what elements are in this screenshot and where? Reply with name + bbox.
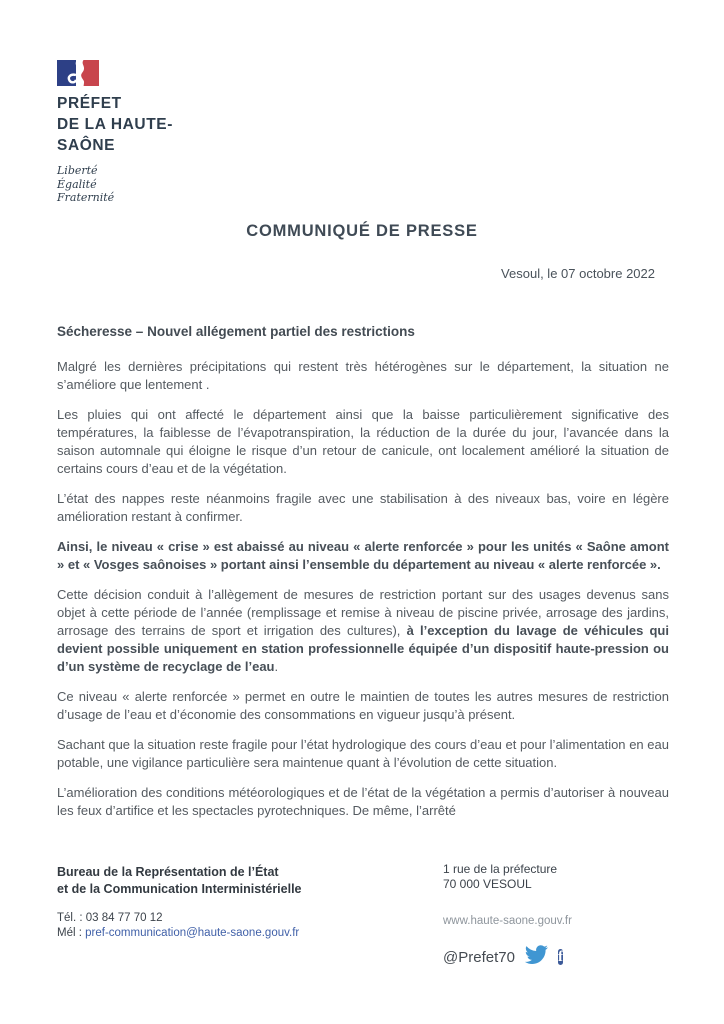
footer-address-block [443, 862, 669, 970]
dateline: Vesoul, le 07 octobre 2022 [501, 266, 655, 281]
gov-logo-block [57, 60, 173, 205]
subject-heading: Sécheresse – Nouvel allégement partiel des restrictions [57, 324, 415, 339]
prefecture-name-line: PRÉFET [57, 95, 122, 112]
paragraph-4-key-decision: Ainsi, le niveau « crise » est abaissé au niveau « alerte renforcée » pour les unités « Saône amont » et « Vosges saônoises » portant ainsi l’ensemble du département au niveau « alerte renforcée ». [57, 539, 669, 572]
motto-line: Fraternité [57, 191, 115, 204]
contact-lines [57, 911, 427, 941]
paragraph-2: Les pluies qui ont affecté le département ainsi que la baisse particulièrement significative des températures, la faiblesse de l’évapotranspiration, la réduction de la durée du jour, l’avancée dans la saison automnale qui éloigne le risque d’un retour de canicule, ont localement amélioré la situation de certains cours d’eau et de la végétation. [57, 407, 669, 476]
facebook-icon[interactable]: f [557, 949, 563, 965]
paragraph-5-normal: Cette décision conduit à l’allègement de mesures de restriction portant sur des usages devenus sans objet à cette période de l’année (remplissage et remise à niveau de piscine privée, arrosage des jardins, arrosage des terrains de sport et irrigation des cultures), [57, 587, 669, 638]
social-handle[interactable]: @Prefet70 [443, 949, 515, 966]
prefecture-name-line: DE LA HAUTE- [57, 116, 173, 133]
prefecture-name [57, 93, 173, 156]
bureau-name-line: Bureau de la Représentation de l’État [57, 865, 279, 879]
motto-line: Liberté [57, 164, 98, 177]
website-link[interactable]: www.haute-saone.gouv.fr [443, 915, 572, 927]
social-row [443, 945, 669, 970]
email-label: Mél : [57, 927, 86, 939]
paragraph-7: Sachant que la situation reste fragile pour l’état hydrologique des cours d’eau et pour l’alimentation en eau potable, une vigilance particulière sera maintenue quant à l’évolution de cette situation. [57, 737, 669, 770]
email-row [57, 926, 427, 941]
motto-line: Égalité [57, 177, 97, 191]
paragraph-8: L’amélioration des conditions météorologiques et de l’état de la végétation a permis d’autoriser à nouveau les feux d’artifice et les spectacles pyrotechniques. De même, l’arrêté [57, 785, 669, 818]
press-release-body [57, 323, 669, 832]
french-flag-marianne-icon [57, 60, 99, 86]
address-line: 1 rue de la préfecture [443, 862, 558, 876]
paragraph-5-suffix: . [274, 659, 279, 674]
prefecture-name-line: SAÔNE [57, 137, 116, 154]
document-title: COMMUNIQUÉ DE PRESSE [246, 222, 478, 240]
email-link[interactable]: pref-communication@haute-saone.gouv.fr [85, 927, 300, 939]
bureau-name [57, 864, 427, 898]
paragraph-1: Malgré les dernières précipitations qui restent très hétérogènes sur le département, la situation ne s’améliore que lentement . [57, 359, 669, 392]
footer-contact-block [57, 864, 427, 941]
paragraph-6: Ce niveau « alerte renforcée » permet en outre le maintien de toutes les autres mesures de restriction d’usage de l’eau et d’économie des consommations en vigueur jusqu’à présent. [57, 689, 669, 722]
postal-address [443, 862, 669, 892]
republic-motto [57, 164, 173, 205]
twitter-bird-icon[interactable] [524, 945, 549, 970]
address-line: 70 000 VESOUL [443, 877, 532, 891]
bureau-name-line: et de la Communication Interministérielle [57, 882, 302, 896]
paragraph-5 [57, 586, 669, 676]
paragraph-5-bold: à l’exception du lavage de véhicules qui devient possible uniquement en station professionnelle équipée d’un dispositif haute-pression ou d’un système de recyclage de l’eau [57, 623, 669, 674]
paragraph-3: L’état des nappes reste néanmoins fragile avec une stabilisation à des niveaux bas, voire en légère amélioration restant à confirmer. [57, 491, 669, 524]
phone-number: Tél. : 03 84 77 70 12 [57, 912, 163, 924]
